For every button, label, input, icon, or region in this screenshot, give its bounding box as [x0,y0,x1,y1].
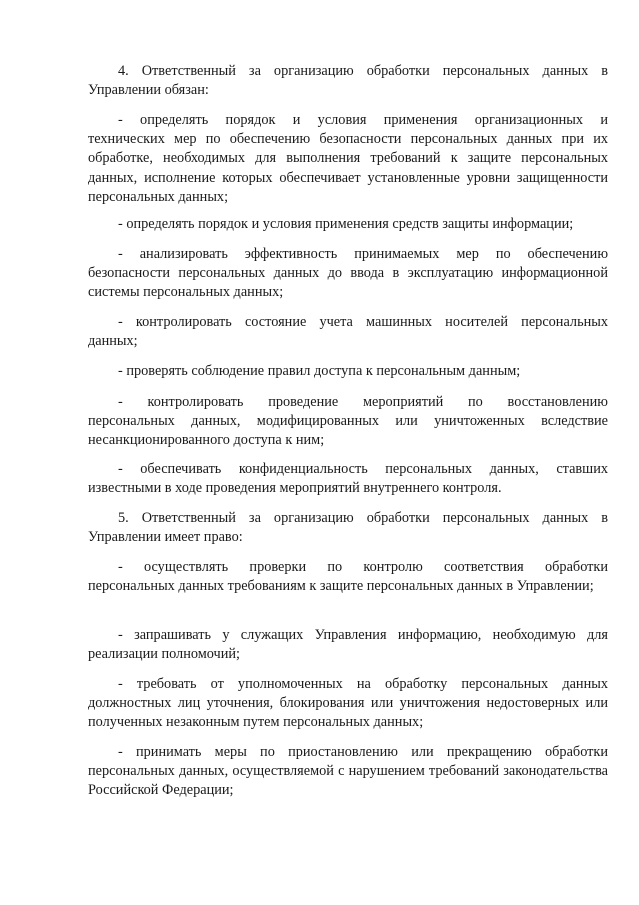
paragraph-continuation: реализации полномочий; [88,646,241,663]
duty-item-measures [88,111,608,207]
paragraph-first-line: - требовать от уполномоченных на обработку персональных данных [118,676,608,692]
paragraph-first-line: - контролировать проведение мероприятий по восстановлению [118,394,608,410]
paragraph-continuation: безопасности персональных данных до ввода в эксплуатацию информационной системы персональных данных; [88,265,608,301]
paragraph-first-line: - принимать меры по приостановлению или прекращению обработки [118,744,608,760]
paragraph-first-line: - определять порядок и условия применения организационных и [118,112,608,128]
paragraph-continuation: персональных данных, модифицированных или уничтоженных вследствие несанкционированного доступа к ним; [88,413,608,449]
paragraph-4-responsible-duties [88,62,608,100]
duty-item-access-rules [118,362,608,381]
right-item-request-information [88,626,608,664]
duty-item-confidentiality [88,460,608,498]
paragraph-first-line: - осуществлять проверки по контролю соответствия обработки [118,559,608,575]
paragraph-continuation: Управлении обязан: [88,82,209,99]
paragraph-continuation: персональных данных, осуществляемой с нарушением требований законодательства Российской Федерации; [88,763,608,799]
paragraph-continuation: должностных лиц уточнения, блокирования или уничтожения недостоверных или полученных незаконным путем персональных данных; [88,695,608,731]
duty-item-media-accounting [88,313,608,351]
paragraph-first-line: - контролировать состояние учета машинных носителей персональных [118,314,608,330]
paragraph-continuation: известными в ходе проведения мероприятий внутреннего контроля. [88,480,502,497]
right-item-demand-clarification [88,675,608,733]
paragraph-first-line: - обеспечивать конфиденциальность персональных данных, ставших [118,461,608,477]
duty-item-protection-tools [118,215,608,234]
duty-item-analyze-effectiveness [88,245,608,303]
paragraph-first-line: - определять порядок и условия применения средств защиты информации; [118,216,574,232]
paragraph-continuation: Управлении имеет право: [88,529,243,546]
paragraph-first-line: - анализировать эффективность принимаемых мер по обеспечению [118,246,608,262]
duty-item-restoration [88,393,608,451]
paragraph-continuation: технических мер по обеспечению безопасности персональных данных при их обработке, необходимых для выполнения требований к защите персональных данных, исполнение которых обеспечивает установленные уровни защищенности персональных данных; [88,131,608,205]
right-item-suspend-processing [88,743,608,801]
paragraph-first-line: 4. Ответственный за организацию обработки персональных данных в [118,63,608,79]
right-item-inspections [88,558,608,596]
paragraph-first-line: - проверять соблюдение правил доступа к персональным данным; [118,363,521,379]
paragraph-5-responsible-rights [88,509,608,547]
paragraph-continuation: данных; [88,333,138,350]
paragraph-first-line: 5. Ответственный за организацию обработки персональных данных в [118,510,608,526]
paragraph-first-line: - запрашивать у служащих Управления информацию, необходимую для [118,627,608,643]
paragraph-continuation: персональных данных требованиям к защите персональных данных в Управлении; [88,578,594,595]
